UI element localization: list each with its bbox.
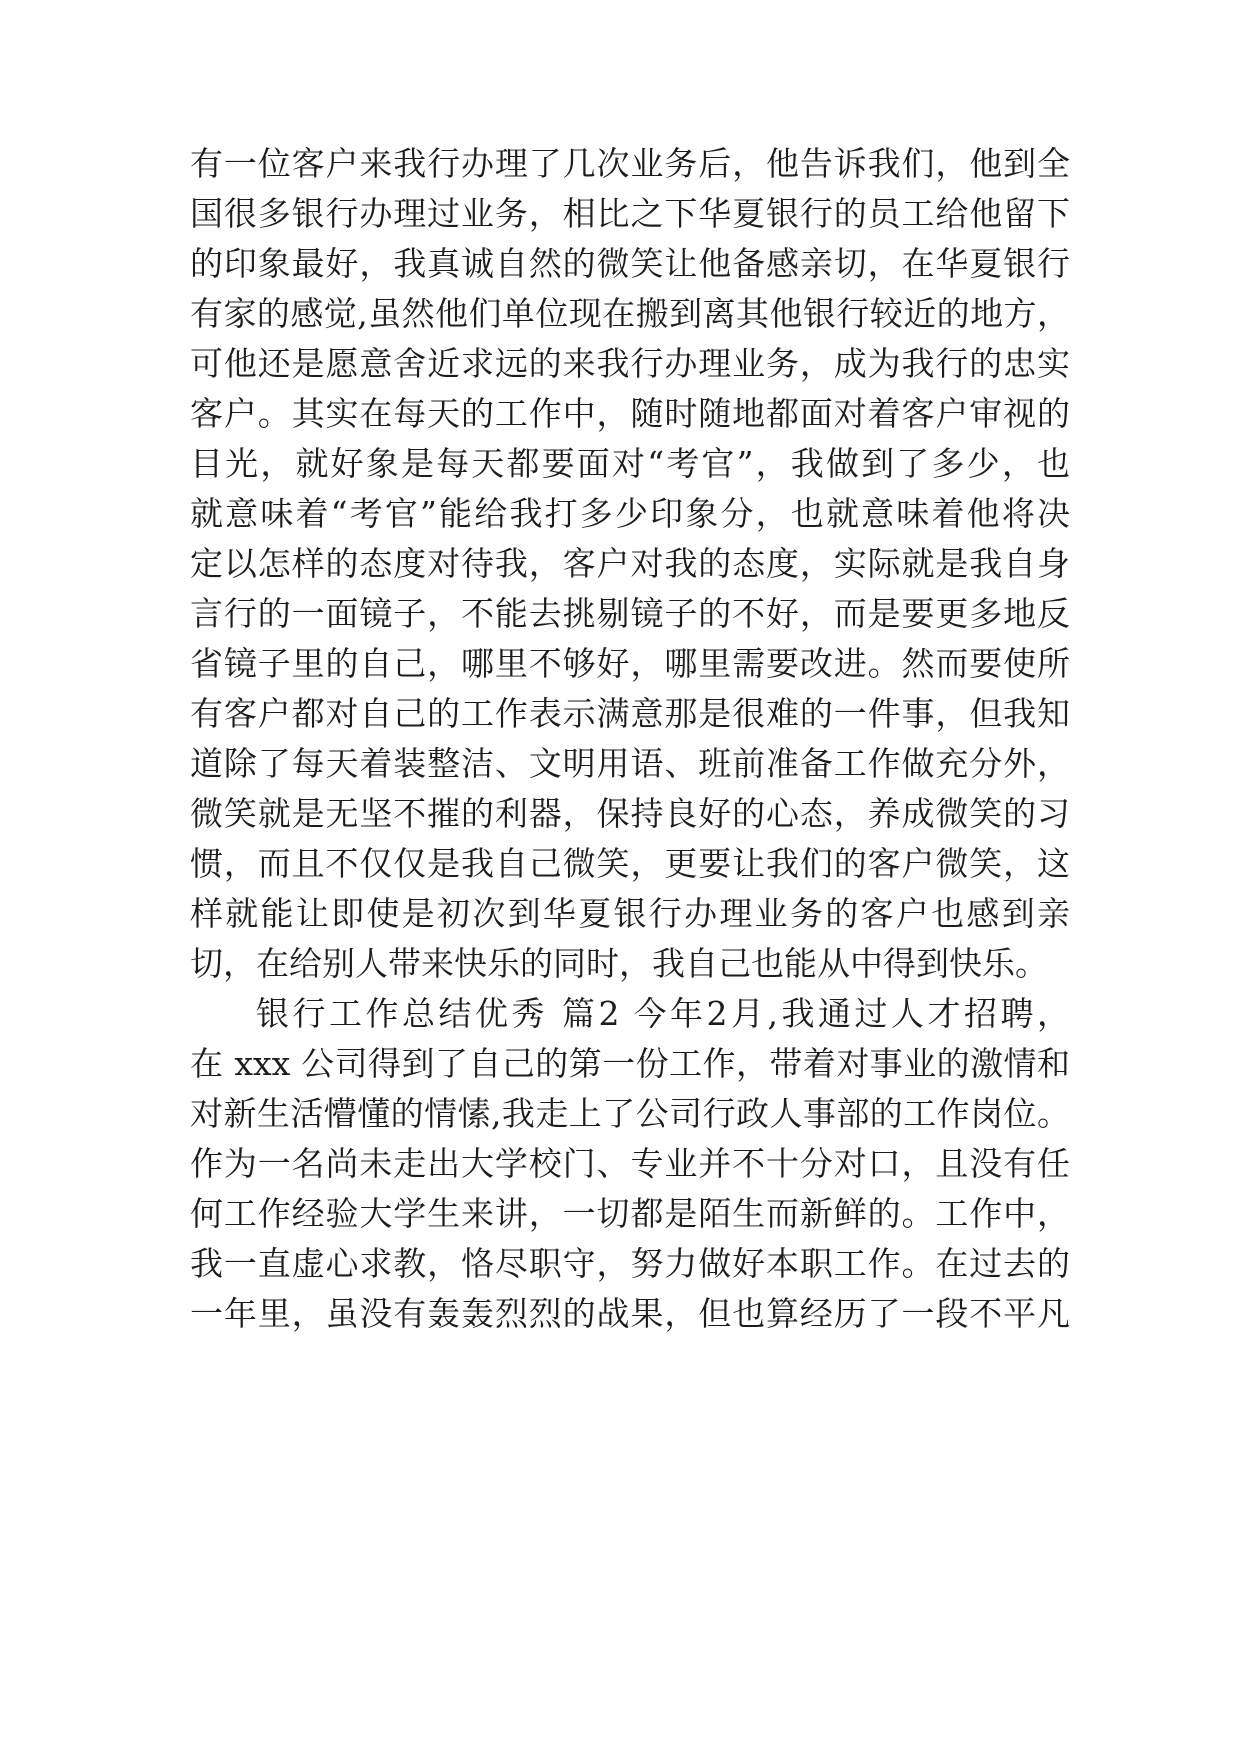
text-line: 一年里，虽没有轰轰烈烈的战果，但也算经历了一段不平凡	[190, 1294, 1070, 1333]
text-line: 国很多银行办理过业务，相比之下华夏银行的员工给他留下	[190, 194, 1070, 233]
text-line: 在 xxx 公司得到了自己的第一份工作，带着对事业的激情和	[190, 1044, 1070, 1083]
text-line: 就意味着“考官”能给我打多少印象分，也就意味着他将决	[190, 494, 1070, 533]
text-line: 言行的一面镜子，不能去挑剔镜子的不好，而是要更多地反	[190, 594, 1070, 633]
text-line: 可他还是愿意舍近求远的来我行办理业务，成为我行的忠实	[190, 344, 1070, 383]
text-line: 微笑就是无坚不摧的利器，保持良好的心态，养成微笑的习	[190, 794, 1070, 833]
text-line: 样就能让即使是初次到华夏银行办理业务的客户也感到亲	[190, 894, 1070, 933]
text-line: 对新生活懵懂的情愫,我走上了公司行政人事部的工作岗位。	[190, 1094, 1070, 1133]
text-line: 惯，而且不仅仅是我自己微笑，更要让我们的客户微笑，这	[190, 844, 1070, 883]
text-line: 有家的感觉,虽然他们单位现在搬到离其他银行较近的地方，	[190, 294, 1070, 333]
text-line: 我一直虚心求教，恪尽职守，努力做好本职工作。在过去的	[190, 1244, 1070, 1283]
text-line: 作为一名尚未走出大学校门、专业并不十分对口，且没有任	[190, 1144, 1070, 1183]
text-line: 有一位客户来我行办理了几次业务后，他告诉我们，他到全	[190, 144, 1070, 183]
text-line: 切，在给别人带来快乐的同时，我自己也能从中得到快乐。	[190, 944, 1048, 983]
text-line: 何工作经验大学生来讲，一切都是陌生而新鲜的。工作中，	[190, 1194, 1070, 1233]
body-text	[190, 139, 1070, 1339]
text-line: 定以怎样的态度对待我，客户对我的态度，实际就是我自身	[190, 544, 1070, 583]
text-line: 有客户都对自己的工作表示满意那是很难的一件事，但我知	[190, 694, 1070, 733]
text-line: 道除了每天着装整洁、文明用语、班前准备工作做充分外，	[190, 744, 1070, 783]
text-line: 省镜子里的自己，哪里不够好，哪里需要改进。然而要使所	[190, 644, 1070, 683]
text-line: 的印象最好，我真诚自然的微笑让他备感亲切，在华夏银行	[190, 244, 1070, 283]
text-line: 目光，就好象是每天都要面对“考官”，我做到了多少，也	[190, 444, 1070, 483]
text-line: 银行工作总结优秀 篇2 今年2月,我通过人才招聘，	[256, 994, 1070, 1033]
text-line: 客户。其实在每天的工作中，随时随地都面对着客户审视的	[190, 394, 1070, 433]
